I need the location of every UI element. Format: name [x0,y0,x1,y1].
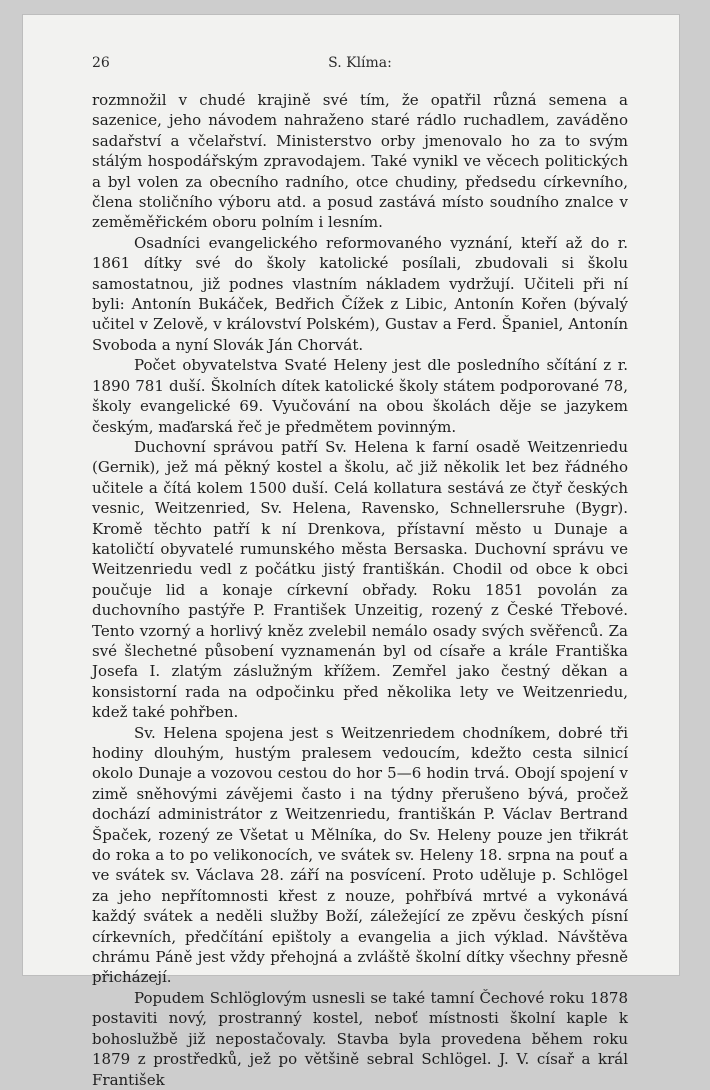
paragraph-6: Popudem Schlöglovým usnesli se také tamní Čechové roku 1878 postaviti nový, prostranný kostel, neboť místnosti školní kaple k bohoslužbě již nepostačovaly. Stavba byla provedena během roku 1879 z prostředků, jež po většině sebral Schlögel. J. V. císař a král František [92,988,628,1089]
paragraph-4: Duchovní správou patří Sv. Helena k farní osadě Weitzenriedu (Gernik), jež má pěkný kostel a školu, ač již několik let bez řádného učitele a čítá kolem 1500 duší. Celá kollatura sestává ze čtyř českých vesnic, Weitzenried, Sv. Helena, Ravensko, Schnellersruhe (Bygr). Kromě těchto patří k ní Drenkova, přístavní město u Dunaje a katoličtí obyvatelé rumunského města Bersaska. Duchovní správu ve Weitzenriedu vedl z počátku jistý františkán. Chodil od obce k obci poučuje lid a konaje církevní obřady. Roku 1851 povolán za duchovního pastýře P. František Unzeitig, rozený z České Třebové. Tento vzorný a horlivý kněz zvelebil nemálo osady svých svěřenců. Za své šlechetné působení vyznamenán byl od císaře a krále Františka Josefa I. zlatým záslužným křížem. Zemřel jako čestný děkan a konsistorní rada na odpočinku před několika lety ve Weitzenriedu, kdež také pohřben. [92,437,628,722]
paragraph-2: Osadníci evangelického reformovaného vyznání, kteří až do r. 1861 dítky své do školy katolické posílali, zbudovali si školu samostatnou, již podnes vlastním nákladem vydržují. Učiteli při ní byli: Antonín Bukáček, Bedřich Čížek z Libic, Antonín Kořen (bývalý učitel v Zelově, v království Polském), Gustav a Ferd. Španiel, Antonín Svoboda a nyní Slovák Ján Chorvát. [92,233,628,354]
body-text [92,90,628,1090]
page-number: 26 [92,55,110,71]
paragraph-5: Sv. Helena spojena jest s Weitzenriedem chodníkem, dobré tři hodiny dlouhým, hustým pralesem vedoucím, kdežto cesta silnicí okolo Dunaje a vozovou cestou do hor 5—6 hodin trvá. Obojí spojení v zimě sněhovými závějemi často i na týdny přerušeno bývá, pročež dochází administrátor z Weitzenriedu, františkán P. Václav Bertrand Špaček, rozený ze Všetat u Mělníka, do Sv. Heleny pouze jen třikrát do roka a to po velikonocích, ve svátek sv. Heleny 18. srpna na pouť a ve svátek sv. Václava 28. září na posvícení. Proto uděluje p. Schlögel za jeho nepřítomnosti křest z nouze, pohřbívá mrtvé a vykonává každý svátek a neděli služby Boží, záležející ze zpěvu českých písní církevních, předčítání epištoly a evangelia a jich výklad. Návštěva chrámu Páně jest vždy přehojná a zvláště školní dítky všechny přesně přicházejí. [92,723,628,987]
page-header [92,55,628,77]
paragraph-3: Počet obyvatelstva Svaté Heleny jest dle posledního sčítání z r. 1890 781 duší. Školních dítek katolické školy státem podporované 78, školy evangelické 69. Vyučování na obou školách děje se jazykem českým, maďarská řeč je předmětem povinným. [92,356,628,436]
running-head: S. Klíma: [328,55,392,71]
paragraph-1: rozmnožil v chudé krajině své tím, že opatřil různá semena a sazenice, jeho návodem nahraženo staré rádlo ruchadlem, zaváděno sadařství a včelařství. Ministerstvo orby jmenovalo ho za to svým stálým hospodářským zpravodajem. Také vynikl ve věcech politických a byl volen za obecního radního, otce chudiny, předsedu církevního, člena stoličního výboru atd. a posud zastává místo soudního znalce v zeměměřickém oboru polním i lesním. [92,91,628,232]
